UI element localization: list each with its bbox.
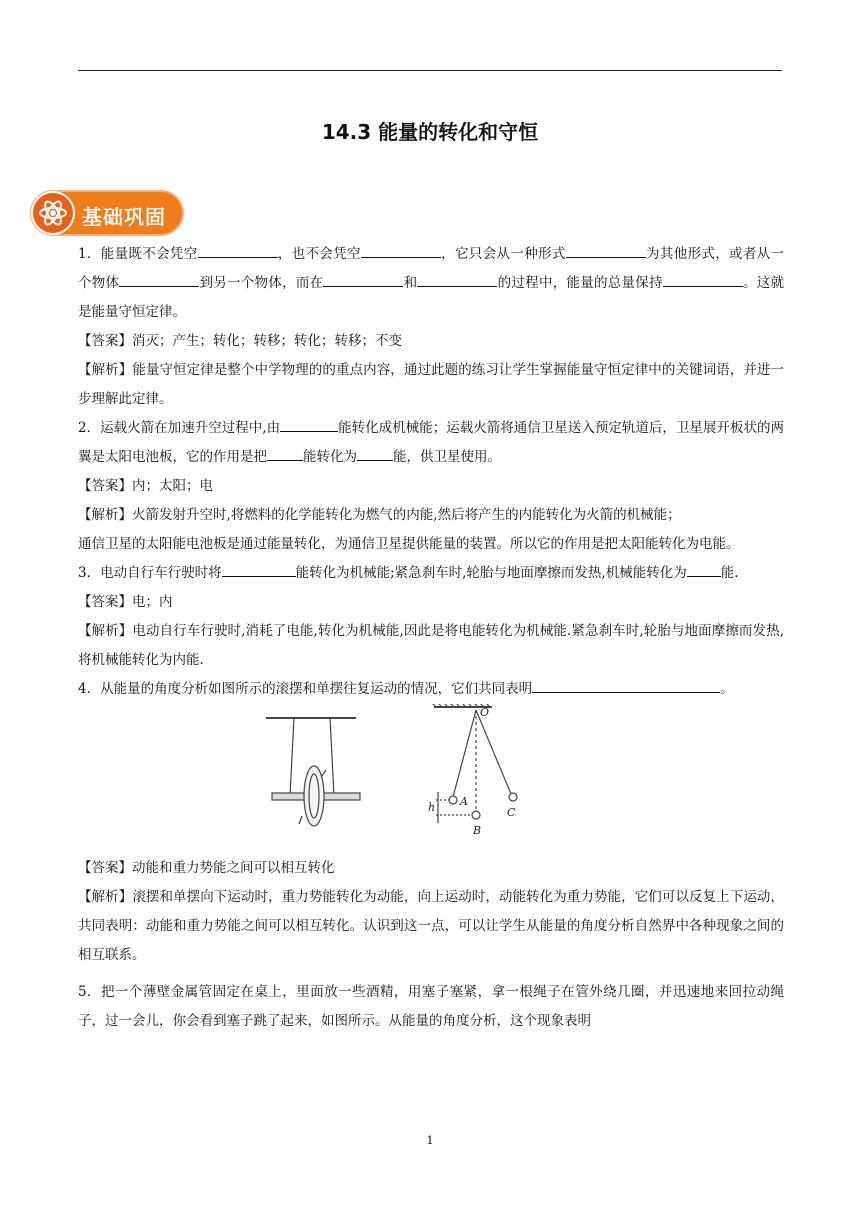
question-5: 5．把一个薄壁金属管固定在桌上，里面放一些酒精，用塞子塞紧，拿一根绳子在管外绕几圈，并迅速地来回拉动绳子，过一会儿，你会看到塞子跳了起来，如图所示。从能量的角度分析，这个现象表明 [78,984,784,1029]
q4-analysis: 【解析】滚摆和单摆向下运动时，重力势能转化为动能，向上运动时，动能转化为重力势能，它们可以反复上下运动，共同表明：动能和重力势能之间可以相互转化。认识到这一点，可以让学生从能量的角度分析自然界中各种现象之间的相互联系。 [78,889,784,963]
q2-analysis-2: 通信卫星的太阳能电池板是通过能量转化，为通信卫星提供能量的装置。所以它的作用是把太阳能转化为电能。 [78,536,740,552]
question-list [78,240,784,1036]
page-title: 14.3 能量的转化和守恒 [321,120,539,144]
atom-icon [31,191,75,235]
answer-blank [361,241,441,258]
answer-blank [323,270,403,287]
answer-blank [280,415,338,432]
answer-blank [532,676,720,693]
section-badge [30,190,184,236]
q3-answer: 【答案】电；内 [78,594,173,610]
question-4: 4．从能量的角度分析如图所示的滚摆和单摆往复运动的情况，它们共同表明 。 [78,675,784,704]
answer-blank [119,270,199,287]
point-o-label: O [480,706,490,719]
q4-answer: 【答案】动能和重力势能之间可以相互转化 [78,860,335,876]
point-b-label: B [473,824,482,837]
pendulum-diagram [266,704,606,852]
q1-answer: 【答案】消灭；产生；转化；转移；转化；转移；不变 [78,333,402,349]
question-1: 1．能量既不会凭空 ，也不会凭空 ，它只会从一种形式 为其他形式，或者从一个物体 到另一个物体，而在 和 的过程中，能量的总量保持 。这就是能量守恒定律。 [78,240,784,327]
point-c-label: C [507,806,516,819]
answer-blank [222,560,296,577]
q1-analysis: 【解析】能量守恒定律是整个中学物理的的重点内容，通过此题的练习让学生掌握能量守恒定律中的关键词语，并进一步理解此定律。 [78,362,784,407]
q2-analysis-1: 【解析】火箭发射升空时,将燃料的化学能转化为燃气的内能,然后将产生的内能转化为火箭的机械能； [78,507,681,523]
height-label: h [428,801,436,814]
answer-blank [417,270,497,287]
header-rule [78,70,782,71]
pendulum-figure [78,704,784,854]
q2-answer: 【答案】内；太阳；电 [78,478,213,494]
answer-blank [267,444,303,461]
question-3: 3．电动自行车行驶时将 能转化为机械能;紧急刹车时,轮胎与地面摩擦而发热,机械能转化为 能. [78,559,784,588]
answer-blank [687,560,721,577]
q3-analysis: 【解析】电动自行车行驶时,消耗了电能,转化为机械能,因此是将电能转化为机械能.紧急刹车时,轮胎与地面摩擦而发热,将机械能转化为内能. [78,623,784,668]
page-number: 1 [426,1134,434,1147]
answer-blank [663,270,743,287]
point-a-label: A [460,795,468,808]
section-badge-label: 基础巩固 [82,205,166,229]
answer-blank [566,241,646,258]
answer-blank [357,444,393,461]
answer-blank [198,241,278,258]
question-2: 2．运载火箭在加速升空过程中,由 能转化成机械能；运载火箭将通信卫星送入预定轨道后，卫星展开板状的两翼是太阳电池板，它的作用是把 能转化为 能，供卫星使用。 [78,414,784,472]
